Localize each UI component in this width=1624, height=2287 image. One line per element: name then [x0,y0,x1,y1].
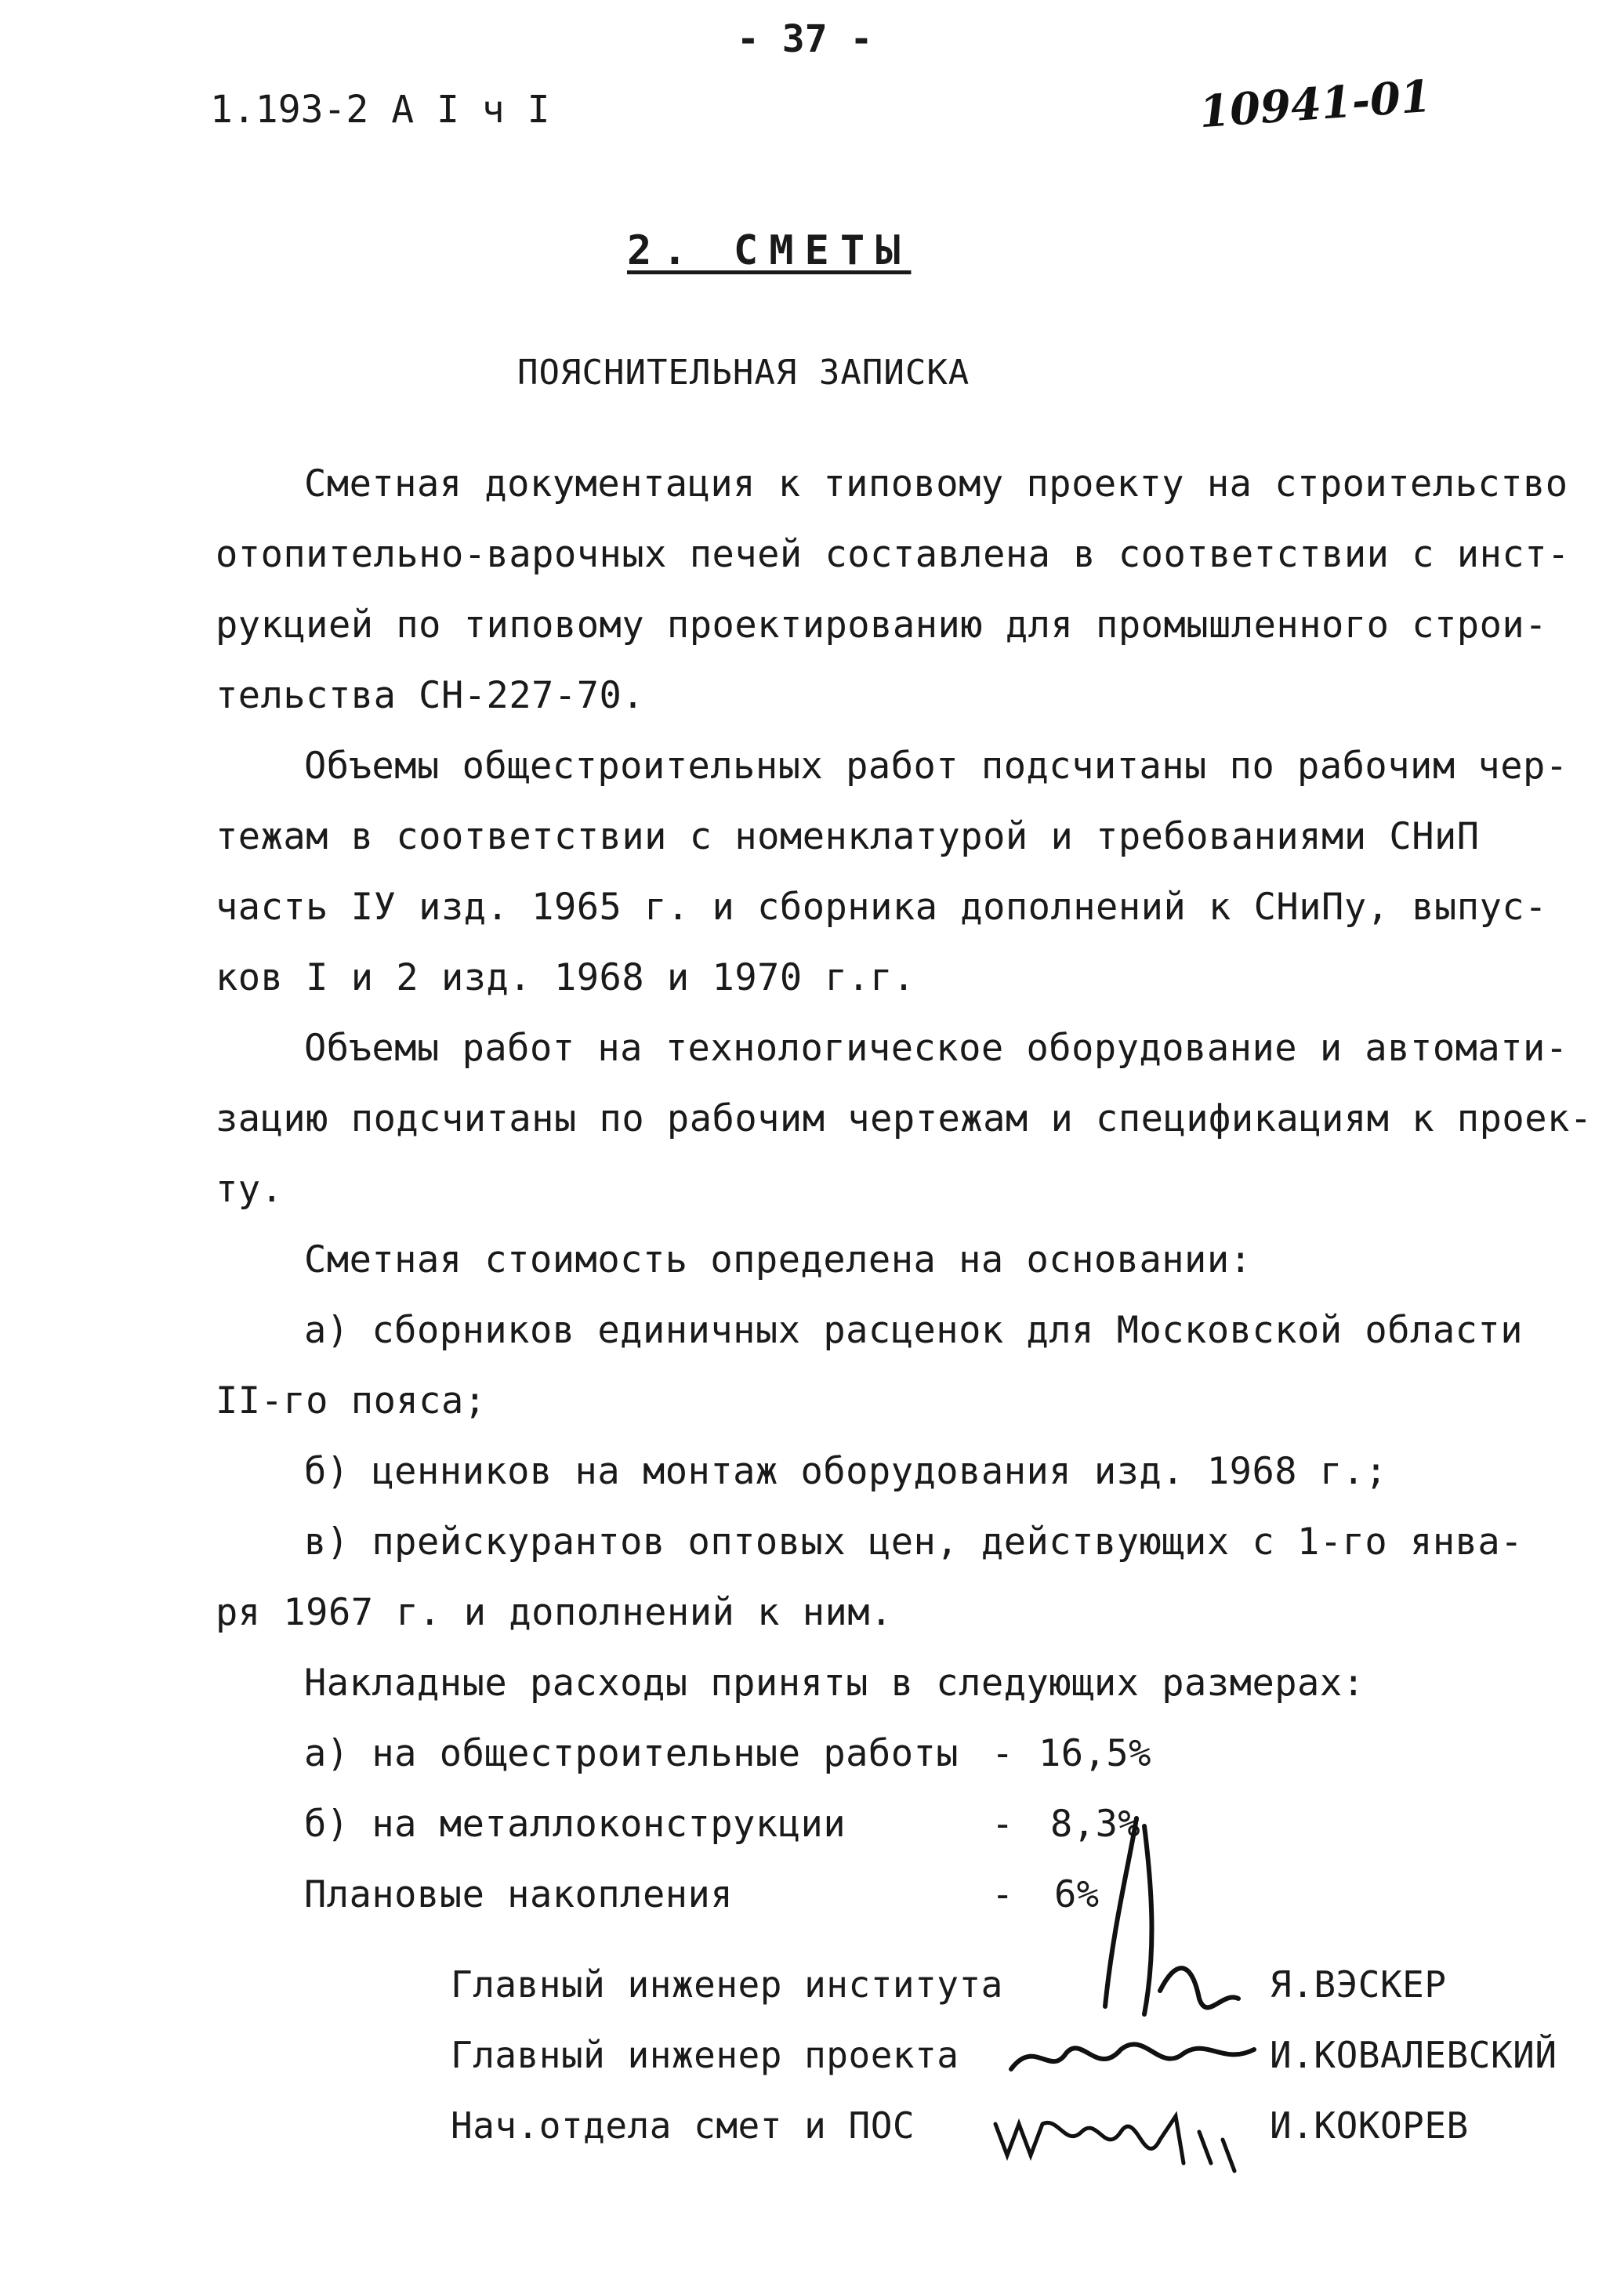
overhead-dash: - [991,1732,1014,1775]
signature-title: Главный инженер института [451,1963,1003,2006]
body-line: Накладные расходы приняты в следующих размерах: [304,1662,1365,1705]
signature-title: Главный инженер проекта [451,2034,959,2076]
overhead-label: б) на металлоконструкции [304,1803,846,1846]
overhead-value: 6% [1054,1873,1100,1916]
body-line: Объемы общестроительных работ подсчитаны по рабочим чер- [304,745,1568,788]
body-line: Сметная стоимость определена на основании: [304,1238,1252,1281]
body-line: а) сборников единичных расценок для Московской области [304,1309,1524,1352]
overhead-dash: - [991,1873,1014,1916]
body-line: тельства СН-227-70. [216,674,645,717]
signature-name: Я.ВЭСКЕР [1270,1963,1447,2006]
overhead-value: 8,3% [1050,1803,1141,1846]
section-title: 2. СМЕТЫ [627,227,912,274]
body-line: часть IУ изд. 1965 г. и сборника дополнений к СНиПу, выпус- [216,886,1547,929]
overhead-value: 16,5% [1039,1732,1151,1775]
overhead-label: Плановые накопления [304,1873,734,1916]
handwritten-signature-3 [988,2085,1254,2187]
registration-number: 10941-01 [1198,70,1433,139]
body-line: ту. [216,1168,284,1211]
body-line: б) ценников на монтаж оборудования изд. 1968 г.; [304,1450,1388,1493]
body-line: II-го пояса; [216,1379,487,1423]
signature-name: И.КОКОРЕВ [1270,2104,1469,2147]
body-line: зацию подсчитаны по рабочим чертежам и спецификациям к проек- [216,1097,1593,1140]
signature-name: И.КОВАЛЕВСКИЙ [1270,2034,1557,2076]
body-line: в) прейскурантов оптовых цен, действующих с 1-го янва- [304,1520,1524,1564]
body-line: рукцией по типовому проектированию для промышленного строи- [216,603,1547,647]
subtitle: ПОЯСНИТЕЛЬНАЯ ЗАПИСКА [517,353,970,393]
body-line: отопительно-варочных печей составлена в соответствии с инст- [216,533,1570,576]
overhead-label: а) на общестроительные работы [304,1732,959,1775]
handwritten-signature-2 [1003,2022,1270,2093]
body-line: Сметная документация к типовому проекту на строительство [304,462,1568,506]
page-number: - 37 - [737,17,873,61]
overhead-dash: - [991,1803,1014,1846]
body-line: ря 1967 г. и дополнений к ним. [216,1591,893,1634]
document-code: 1.193-2 А I ч I [210,88,550,132]
body-line: тежам в соответствии с номенклатурой и требованиями СНиП [216,815,1480,858]
handwritten-signature-1 [1082,1803,1270,2038]
body-line: Объемы работ на технологическое оборудование и автомати- [304,1027,1568,1070]
signature-title: Нач.отдела смет и ПОС [451,2104,915,2147]
body-line: ков I и 2 изд. 1968 и 1970 г.г. [216,956,915,999]
